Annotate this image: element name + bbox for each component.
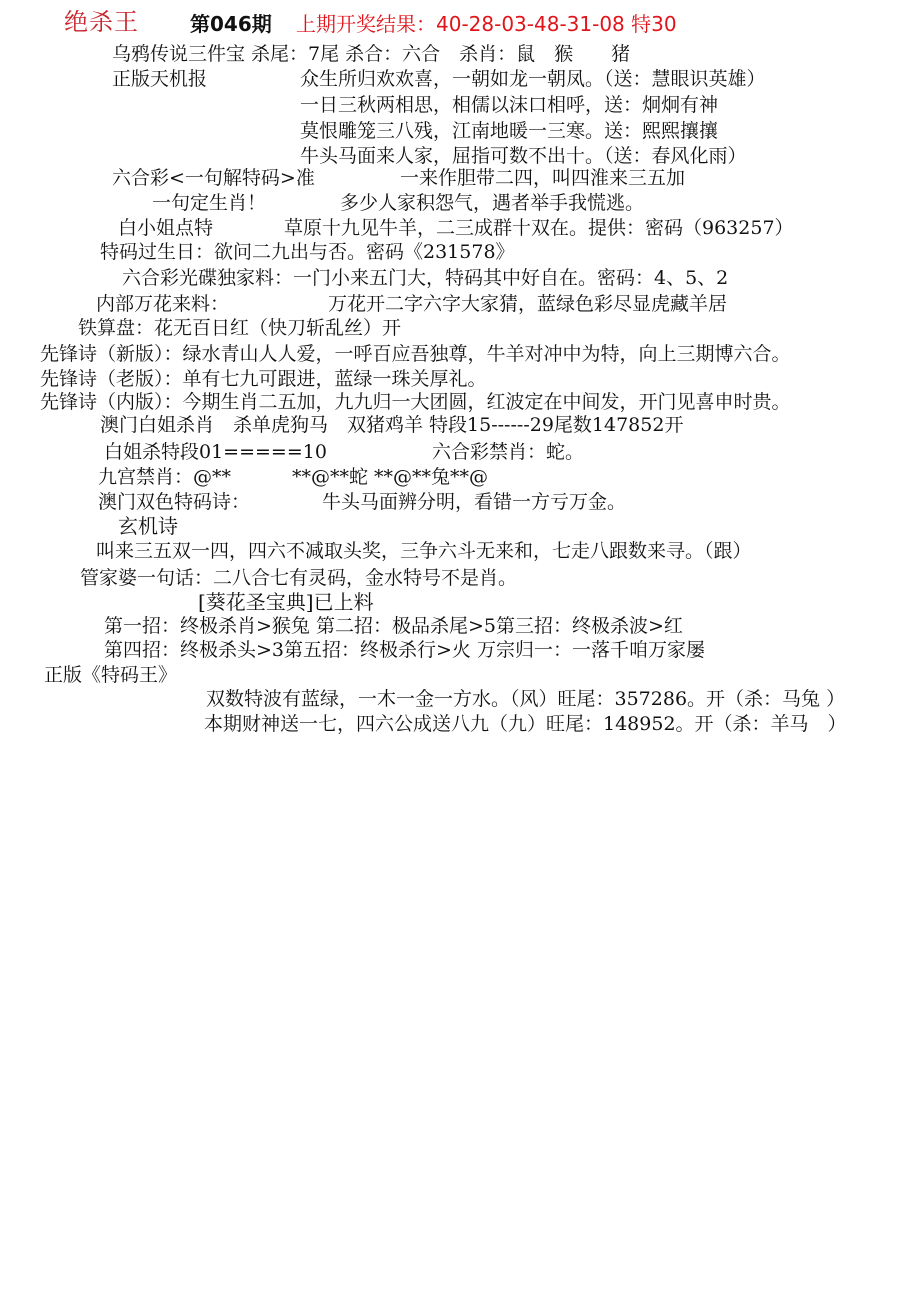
text-line: 草原十九见牛羊，二三成群十双在。提供：密码（963257） <box>284 217 794 239</box>
text-line: **@**蛇 **@**兔**@ <box>292 466 489 488</box>
text-line: 正版《特码王》 <box>44 664 178 686</box>
text-line: 先锋诗（老版）：单有七九可跟进，蓝绿一珠关厚礼。 <box>40 368 487 390</box>
text-line: 第一招：终极杀肖>猴兔 第二招：极品杀尾>5第三招：终极杀波>红 <box>104 615 683 637</box>
text-line: 九宫禁肖：@** <box>98 466 232 488</box>
text-line: 正版天机报 <box>112 68 208 90</box>
text-line: 先锋诗（新版）：绿水青山人人爱，一呼百应吾独尊，牛羊对冲中为特，向上三期博六合。 <box>40 343 791 365</box>
text-line: 第四招：终极杀头>3第五招：终极杀行>火 万宗归一：一落千咱万家屡 <box>104 639 705 661</box>
text-line: 六合彩<一句解特码>准 <box>112 167 315 189</box>
section-title: 玄机诗 <box>118 514 178 538</box>
text-line: 管家婆一句话：二八合七有灵码，金水特号不是肖。 <box>80 567 518 589</box>
text-line: 莫恨雕笼三八残，江南地暖一三寒。送：熙熙攘攘 <box>300 120 719 142</box>
text-line: 牛头马面来人家，屈指可数不出十。（送：春风化雨） <box>300 145 747 167</box>
text-line: 六合彩光碟独家料：一门小来五门大，特码其中好自在。密码：4、5、2 <box>122 267 729 289</box>
text-line: 白姐杀特段01=====10 <box>104 441 327 463</box>
text-line: 双数特波有蓝绿，一木一金一方水。（风）旺尾：357286。开（杀：马兔 ） <box>206 688 846 710</box>
text-line: 叫来三五双一四，四六不减取头奖，三争六斗无来和，七走八跟数来寻。（跟） <box>96 540 752 562</box>
section-title: [葵花圣宝典]已上料 <box>198 590 374 614</box>
text-line: 一来作胆带二四，叫四淮来三五加 <box>400 167 686 189</box>
text-line: 澳门白姐杀肖 杀单虎狗马 双猪鸡羊 特段15------29尾数147852开 <box>100 414 684 436</box>
text-line: 本期财神送一七，四六公成送八九（九）旺尾：148952。开（杀：羊马 ） <box>204 713 847 735</box>
text-line: 澳门双色特码诗： <box>98 491 251 513</box>
text-line: 铁算盘：花无百日红（快刀斩乱丝）开 <box>78 317 402 339</box>
text-line: 六合彩禁肖：蛇。 <box>432 441 585 463</box>
text-line: 一日三秋两相思，相儒以沫口相呼，送：炯炯有神 <box>300 94 719 116</box>
issue-number: 第046期 <box>190 12 272 36</box>
previous-result: 上期开奖结果：40-28-03-48-31-08 特30 <box>296 12 677 36</box>
brand-logo-text: 绝杀王 <box>64 8 139 36</box>
text-line: 乌鸦传说三件宝 杀尾：7尾 杀合：六合 杀肖：鼠 猴 猪 <box>112 43 631 65</box>
text-line: 特码过生日：欲问二九出与否。密码《231578》 <box>100 241 515 263</box>
text-line: 牛头马面辨分明，看错一方亏万金。 <box>322 491 627 513</box>
text-line: 白小姐点特 <box>118 217 214 239</box>
text-line: 多少人家积怨气，遇者举手我慌逃。 <box>340 192 645 214</box>
text-line: 一句定生肖！ <box>152 192 267 214</box>
text-line: 内部万花来料： <box>96 293 230 315</box>
text-line: 众生所归欢欢喜，一朝如龙一朝凤。（送：慧眼识英雄） <box>300 68 766 90</box>
text-line: 先锋诗（内版）：今期生肖二五加，九九归一大团圆，红波定在中间发，开门见喜申时贵。 <box>40 391 791 413</box>
text-line: 万花开二字六字大家猜，蓝绿色彩尽显虎藏羊居 <box>328 293 728 315</box>
